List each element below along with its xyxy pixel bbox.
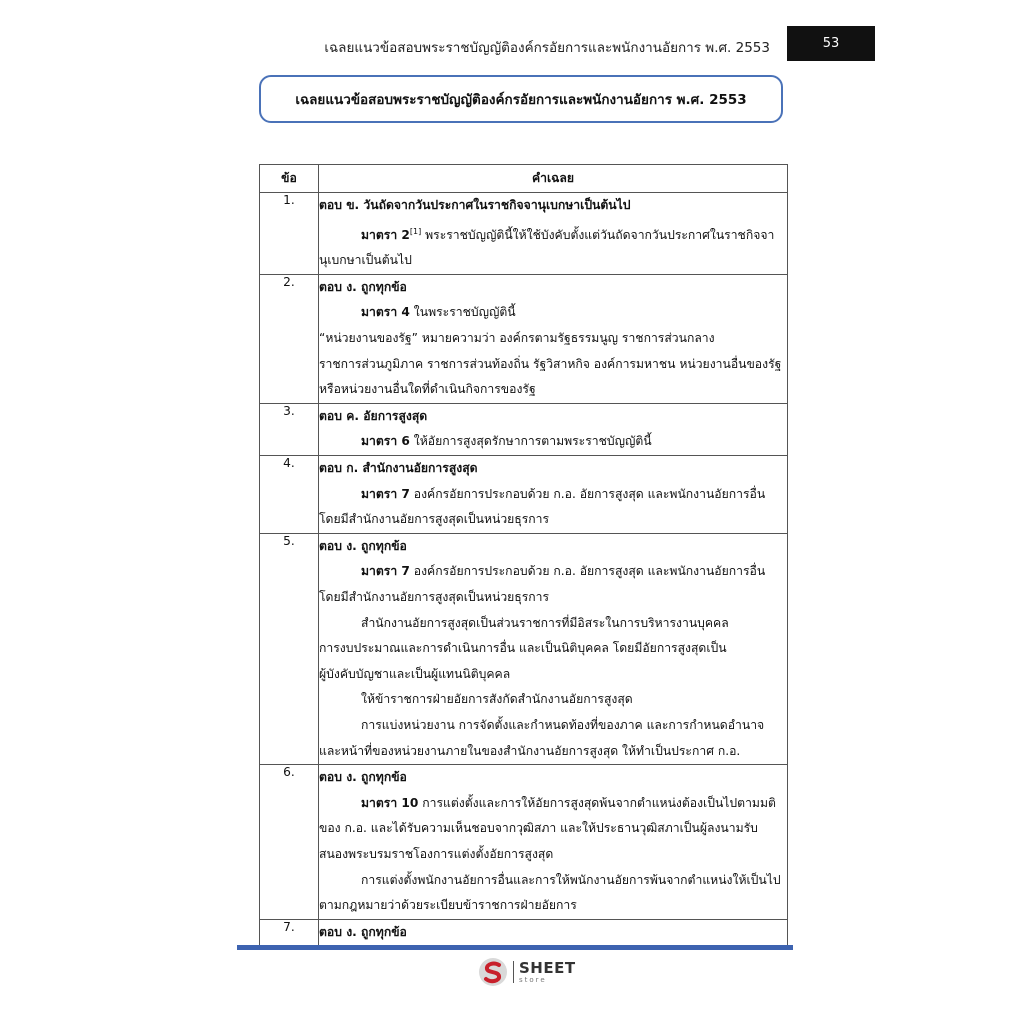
explanation-text: การแบ่งหน่วยงาน การจัดตั้งและกำหนดท้องที่ของภาค และการกำหนดอำนาจ — [361, 717, 765, 732]
table-row — [260, 456, 788, 534]
answer-cell — [319, 533, 788, 764]
explanation-text: สำนักงานอัยการสูงสุดเป็นส่วนราชการที่มีอิสระในการบริหารงานบุคคล — [361, 615, 729, 630]
answer-cell — [319, 919, 788, 946]
explanation-line — [319, 482, 787, 508]
answer-line: ตอบ ก. สำนักงานอัยการสูงสุด — [319, 461, 478, 475]
explanation-text: สนองพระบรมราชโองการแต่งตั้งอัยการสูงสุด — [319, 846, 554, 861]
answer-line: ตอบ ง. ถูกทุกข้อ — [319, 924, 407, 939]
table-row — [260, 193, 788, 275]
explanation-line — [319, 739, 787, 765]
logo-separator — [513, 961, 514, 983]
section-reference: มาตรา 7 — [361, 564, 410, 579]
section-reference: มาตรา 7 — [361, 486, 410, 501]
table-row — [260, 533, 788, 764]
document-title: เฉลยแนวข้อสอบพระราชบัญญัติองค์กรอัยการและพนักงานอัยการ พ.ศ. 2553 — [259, 75, 783, 123]
question-number: 5. — [260, 533, 319, 764]
explanation-text: โดยมีสำนักงานอัยการสูงสุดเป็นหน่วยธุรการ — [319, 589, 550, 604]
question-number: 3. — [260, 403, 319, 455]
question-number: 2. — [260, 274, 319, 403]
question-number: 7. — [260, 919, 319, 946]
answer-line: ตอบ ง. ถูกทุกข้อ — [319, 770, 407, 785]
explanation-text: การแต่งตั้งพนักงานอัยการอื่นและการให้พนักงานอัยการพ้นจากตำแหน่งให้เป็นไป — [361, 872, 781, 887]
explanation-line — [319, 219, 787, 249]
answer-cell — [319, 274, 788, 403]
explanation-text: ของ ก.อ. และได้รับความเห็นชอบจากวุฒิสภา และให้ประธานวุฒิสภาเป็นผู้ลงนามรับ — [319, 821, 758, 836]
explanation-text: และหน้าที่ของหน่วยงานภายในของสำนักงานอัยการสูงสุด ให้ทำเป็นประกาศ ก.อ. — [319, 743, 741, 758]
sheet-store-logo-icon — [478, 957, 508, 987]
explanation-text: นุเบกษาเป็นต้นไป — [319, 253, 412, 268]
section-reference: มาตรา 2 — [361, 227, 410, 242]
logo-subtitle: store — [519, 975, 547, 984]
answer-cell — [319, 765, 788, 920]
explanation-text: ผู้บังคับบัญชาและเป็นผู้แทนนิติบุคคล — [319, 666, 511, 681]
explanation-line — [319, 611, 787, 637]
answer-cell — [319, 456, 788, 534]
section-reference: มาตรา 10 — [361, 795, 419, 810]
table-row — [260, 765, 788, 920]
explanation-line — [319, 842, 787, 868]
explanation-text: ให้อัยการสูงสุดรักษาการตามพระราชบัญญัตินี้ — [409, 434, 652, 449]
answer-line: ตอบ ข. วันถัดจากวันประกาศในราชกิจจานุเบกษาเป็นต้นไป — [319, 198, 631, 212]
answer-cell — [319, 403, 788, 455]
explanation-line — [319, 636, 787, 662]
explanation-line — [319, 662, 787, 688]
explanation-text: องค์กรอัยการประกอบด้วย ก.อ. อัยการสูงสุด และพนักงานอัยการอื่น — [409, 564, 766, 579]
explanation-line — [319, 377, 787, 403]
explanation-line — [319, 559, 787, 585]
explanation-line — [319, 893, 787, 919]
footer-rule — [237, 945, 793, 950]
explanation-line — [319, 248, 787, 274]
explanation-line — [319, 868, 787, 894]
table-row — [260, 919, 788, 946]
logo-word: SHEET — [519, 958, 576, 977]
explanation-line — [319, 687, 787, 713]
explanation-line — [319, 507, 787, 533]
answer-line: ตอบ ค. อัยการสูงสุด — [319, 408, 428, 423]
section-reference: มาตรา 6 — [361, 434, 410, 449]
running-header-title: เฉลยแนวข้อสอบพระราชบัญญัติองค์กรอัยการและพนักงานอัยการ พ.ศ. 2553 — [324, 40, 770, 56]
explanation-text: ตามกฎหมายว่าด้วยระเบียบข้าราชการฝ่ายอัยการ — [319, 898, 577, 913]
explanation-line — [319, 713, 787, 739]
table-header-row — [260, 165, 788, 193]
explanation-text: หรือหน่วยงานอื่นใดที่ดำเนินกิจการของรัฐ — [319, 382, 536, 397]
question-number: 1. — [260, 193, 319, 275]
explanation-text: องค์กรอัยการประกอบด้วย ก.อ. อัยการสูงสุด และพนักงานอัยการอื่น — [409, 486, 766, 501]
explanation-text: การงบประมาณและการดำเนินการอื่น และเป็นนิติบุคคล โดยมีอัยการสูงสุดเป็น — [319, 641, 727, 656]
explanation-line — [319, 300, 787, 326]
explanation-line — [319, 326, 787, 352]
explanation-line — [319, 816, 787, 842]
explanation-text: ให้ข้าราชการฝ่ายอัยการสังกัดสำนักงานอัยการสูงสุด — [361, 692, 633, 707]
explanation-line — [319, 352, 787, 378]
answer-line: ตอบ ง. ถูกทุกข้อ — [319, 538, 407, 553]
explanation-text: พระราชบัญญัตินี้ให้ใช้บังคับตั้งแต่วันถัดจากวันประกาศในราชกิจจา — [421, 227, 775, 242]
explanation-text: โดยมีสำนักงานอัยการสูงสุดเป็นหน่วยธุรการ — [319, 512, 550, 527]
table-row — [260, 403, 788, 455]
answer-table — [259, 164, 788, 946]
explanation-line — [319, 585, 787, 611]
section-reference: มาตรา 4 — [361, 305, 410, 320]
answer-line: ตอบ ง. ถูกทุกข้อ — [319, 279, 407, 294]
question-number: 4. — [260, 456, 319, 534]
explanation-text: ราชการส่วนภูมิภาค ราชการส่วนท้องถิ่น รัฐวิสาหกิจ องค์การมหาชน หน่วยงานอื่นของรัฐ — [319, 356, 782, 371]
column-header-answer: คำเฉลย — [319, 165, 788, 193]
footnote-marker: [1] — [409, 226, 422, 236]
explanation-text: “หน่วยงานของรัฐ” หมายความว่า องค์กรตามรัฐธรรมนูญ ราชการส่วนกลาง — [319, 331, 715, 346]
explanation-line — [319, 429, 787, 455]
answer-cell — [319, 193, 788, 275]
page-number: 53 — [787, 26, 875, 61]
explanation-text: ในพระราชบัญญัตินี้ — [409, 305, 516, 320]
column-header-number: ข้อ — [260, 165, 319, 193]
question-number: 6. — [260, 765, 319, 920]
sheet-store-logo — [478, 955, 576, 989]
explanation-line — [319, 791, 787, 817]
table-row — [260, 274, 788, 403]
explanation-text: การแต่งตั้งและการให้อัยการสูงสุดพ้นจากตำแหน่งต้องเป็นไปตามมติ — [418, 795, 776, 810]
